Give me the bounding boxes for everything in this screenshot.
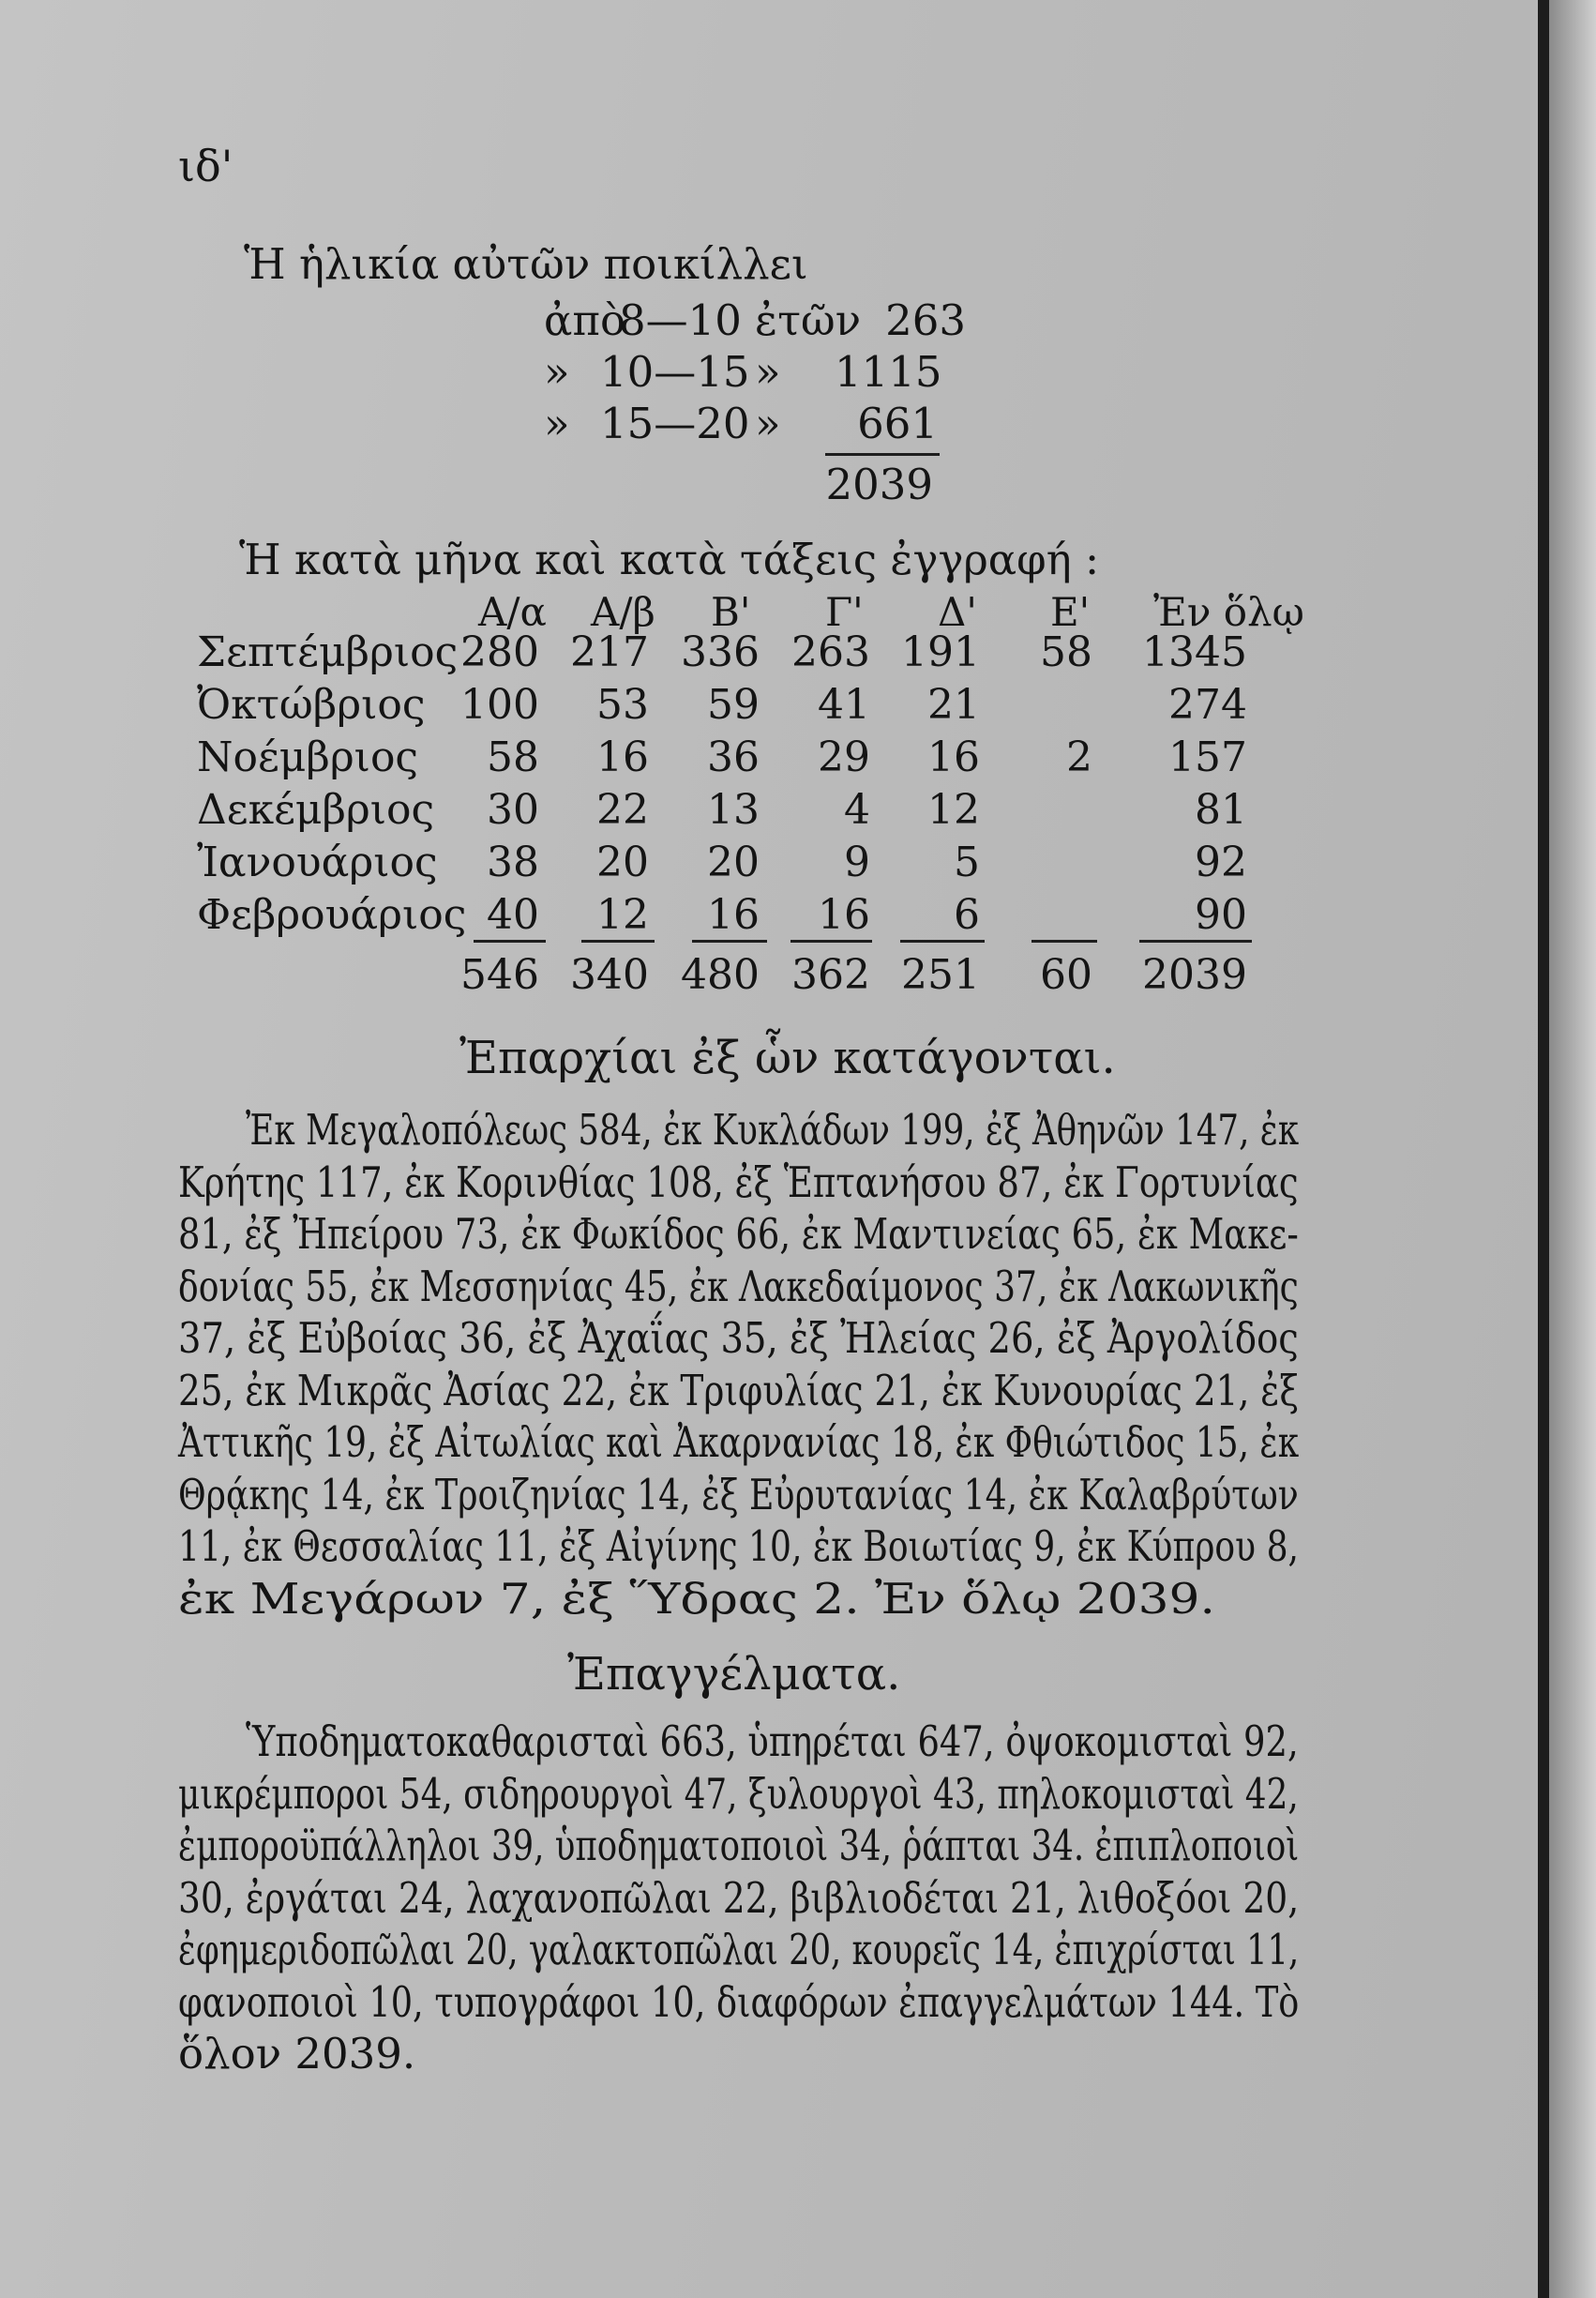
table-cell: 92 [1195,839,1247,886]
header-cell: Δ' [938,589,977,635]
table-cell: 6 [954,891,980,939]
sum-line [1031,940,1097,943]
text-line: Ἐκ Μεγαλοπόλεως 584, ἐκ Κυκλάδων 199, ἐξ Ἀθηνῶν 147, ἐκ [246,1105,1300,1155]
table-cell: 4 [844,786,870,834]
table-cell: 90 [1195,891,1247,939]
table-cell: 16 [596,733,649,781]
month-label: Δεκέμβριος [197,786,435,834]
table-cell: 29 [818,733,870,781]
table-cell: 12 [596,891,649,939]
table-cell: 157 [1168,733,1247,781]
text-line: ὅλον 2039. [178,2029,416,2079]
age-range: 8—10 [619,295,742,345]
table-cell: 53 [596,681,649,729]
age-range: 15—20 [600,399,750,448]
page-number: ιδ' [178,141,233,191]
text-line: Ἀττικῆς 19, ἐξ Αἰτωλίας καὶ Ἀκαρνανίας 18, ἐκ Φθιώτιδος 15, ἐκ [178,1417,1300,1467]
sum-line [581,940,655,943]
age-unit: » [755,399,781,448]
age-intro: Ἡ ἡλικία αὐτῶν ποικίλλει [244,239,808,289]
table-cell: 274 [1168,681,1247,729]
text-line: 11, ἐκ Θεσσαλίας 11, ἐξ Αἰγίνης 10, ἐκ Βοιωτίας 9, ἐκ Κύπρου 8, [178,1521,1300,1571]
text-line: φανοποιοὶ 10, τυπογράφοι 10, διαφόρων ἐπαγγελμάτων 144. Τὸ [178,1976,1300,2027]
header-cell: Ἐν ὅλῳ [1153,589,1304,635]
age-unit: » [755,347,781,397]
table-cell: 16 [927,733,980,781]
age-count: 1115 [835,347,942,397]
table-cell: 13 [707,786,760,834]
age-prefix: ἀπὸ [544,295,626,345]
table-cell: 58 [1040,628,1092,676]
table-cell: 40 [487,891,539,939]
sum-line [1139,940,1252,943]
table-cell: 1345 [1142,628,1247,676]
total-cell: 340 [570,951,649,999]
text-line: Κρήτης 117, ἐκ Κορινθίας 108, ἐξ Ἑπτανήσου 87, ἐκ Γορτυνίας [178,1157,1299,1207]
table-cell: 22 [596,786,649,834]
total-cell: 2039 [1142,951,1247,999]
table-cell: 20 [707,839,760,886]
age-count: 661 [857,399,938,448]
table-cell: 30 [487,786,539,834]
header-cell: Ε' [1050,589,1091,635]
header-cell: Α/α [478,589,547,635]
table-cell: 5 [954,839,980,886]
sum-line [790,940,872,943]
table-cell: 217 [570,628,649,676]
text-line: 30, ἐργάται 24, λαχανοπῶλαι 22, βιβλιοδέται 21, λιθοξόοι 20, [178,1872,1300,1923]
table-cell: 41 [818,681,870,729]
month-label: Νοέμβριος [197,733,419,781]
table-cell: 336 [681,628,760,676]
table-cell: 9 [844,839,870,886]
age-unit: ἐτῶν [755,295,862,345]
sum-line [692,940,767,943]
table-cell: 21 [927,681,980,729]
month-label: Ὀκτώβριος [197,681,426,729]
table-cell: 59 [707,681,760,729]
table-cell: 100 [460,681,539,729]
text-line: μικρέμποροι 54, σιδηρουργοὶ 47, ξυλουργοὶ 43, πηλοκομισταὶ 42, [178,1768,1299,1819]
age-total: 2039 [825,460,933,509]
age-count: 263 [885,295,966,345]
total-cell: 362 [791,951,870,999]
text-line: 81, ἐξ Ἠπείρου 73, ἐκ Φωκίδος 66, ἐκ Μαντινείας 65, ἐκ Μακε- [178,1209,1299,1259]
total-cell: 251 [901,951,980,999]
month-label: Φεβρουάριος [197,891,467,939]
table-cell: 58 [487,733,539,781]
table-cell: 38 [487,839,539,886]
month-label: Ἰανουάριος [197,839,438,886]
text-line: 37, ἐξ Εὐβοίας 36, ἐξ Ἀχαΐας 35, ἐξ Ἠλείας 26, ἐξ Ἀργολίδος [178,1313,1299,1363]
text-line: 25, ἐκ Μικρᾶς Ἀσίας 22, ἐκ Τριφυλίας 21, ἐκ Κυνουρίας 21, ἐξ [178,1365,1299,1415]
table-cell: 2 [1066,733,1092,781]
page-edge [1538,0,1549,2298]
table-cell: 12 [927,786,980,834]
table-cell: 16 [707,891,760,939]
header-cell: Α/β [591,589,655,635]
table-cell: 81 [1195,786,1247,834]
table-cell: 263 [791,628,870,676]
provinces-heading: Ἐπαρχίαι ἐξ ὧν κατάγονται. [459,1032,1116,1084]
text-line: Ὑποδηματοκαθαρισταὶ 663, ὑπηρέται 647, ὀψοκομισταὶ 92, [246,1716,1299,1766]
text-line: Θρᾴκης 14, ἐκ Τροιζηνίας 14, ἐξ Εὐρυτανίας 14, ἐκ Καλαβρύτων [178,1469,1299,1519]
header-cell: Γ' [825,589,864,635]
text-line: ἐφημεριδοπῶλαι 20, γαλακτοπῶλαι 20, κουρεῖς 14, ἐπιχρίσται 11, [178,1925,1300,1974]
age-prefix: » [544,399,570,448]
table-cell: 191 [901,628,980,676]
page-margin [1549,0,1596,2298]
table-cell: 20 [596,839,649,886]
age-range: 10—15 [600,347,750,397]
table-cell: 280 [460,628,539,676]
text-line: ἐκ Μεγάρων 7, ἐξ Ὕδρας 2. Ἐν ὅλῳ 2039. [178,1573,1215,1624]
month-intro: Ἡ κατὰ μῆνα καὶ κατὰ τάξεις ἐγγραφή : [239,535,1100,584]
age-prefix: » [544,347,570,397]
total-cell: 60 [1040,951,1092,999]
total-cell: 546 [460,951,539,999]
text-line: ἐμποροϋπάλληλοι 39, ὑποδηματοποιοὶ 34, ῥάπται 34. ἐπιπλοποιοὶ [178,1821,1300,1870]
header-cell: Β' [711,589,751,635]
sum-line [474,940,546,943]
total-cell: 480 [681,951,760,999]
table-cell: 36 [707,733,760,781]
sum-line [900,940,985,943]
age-sum-line [825,453,940,456]
table-cell: 16 [818,891,870,939]
professions-heading: Ἐπαγγέλματα. [567,1648,901,1701]
text-line: δονίας 55, ἐκ Μεσσηνίας 45, ἐκ Λακεδαίμονος 37, ἐκ Λακωνικῆς [178,1261,1299,1311]
month-label: Σεπτέμβριος [197,628,459,676]
